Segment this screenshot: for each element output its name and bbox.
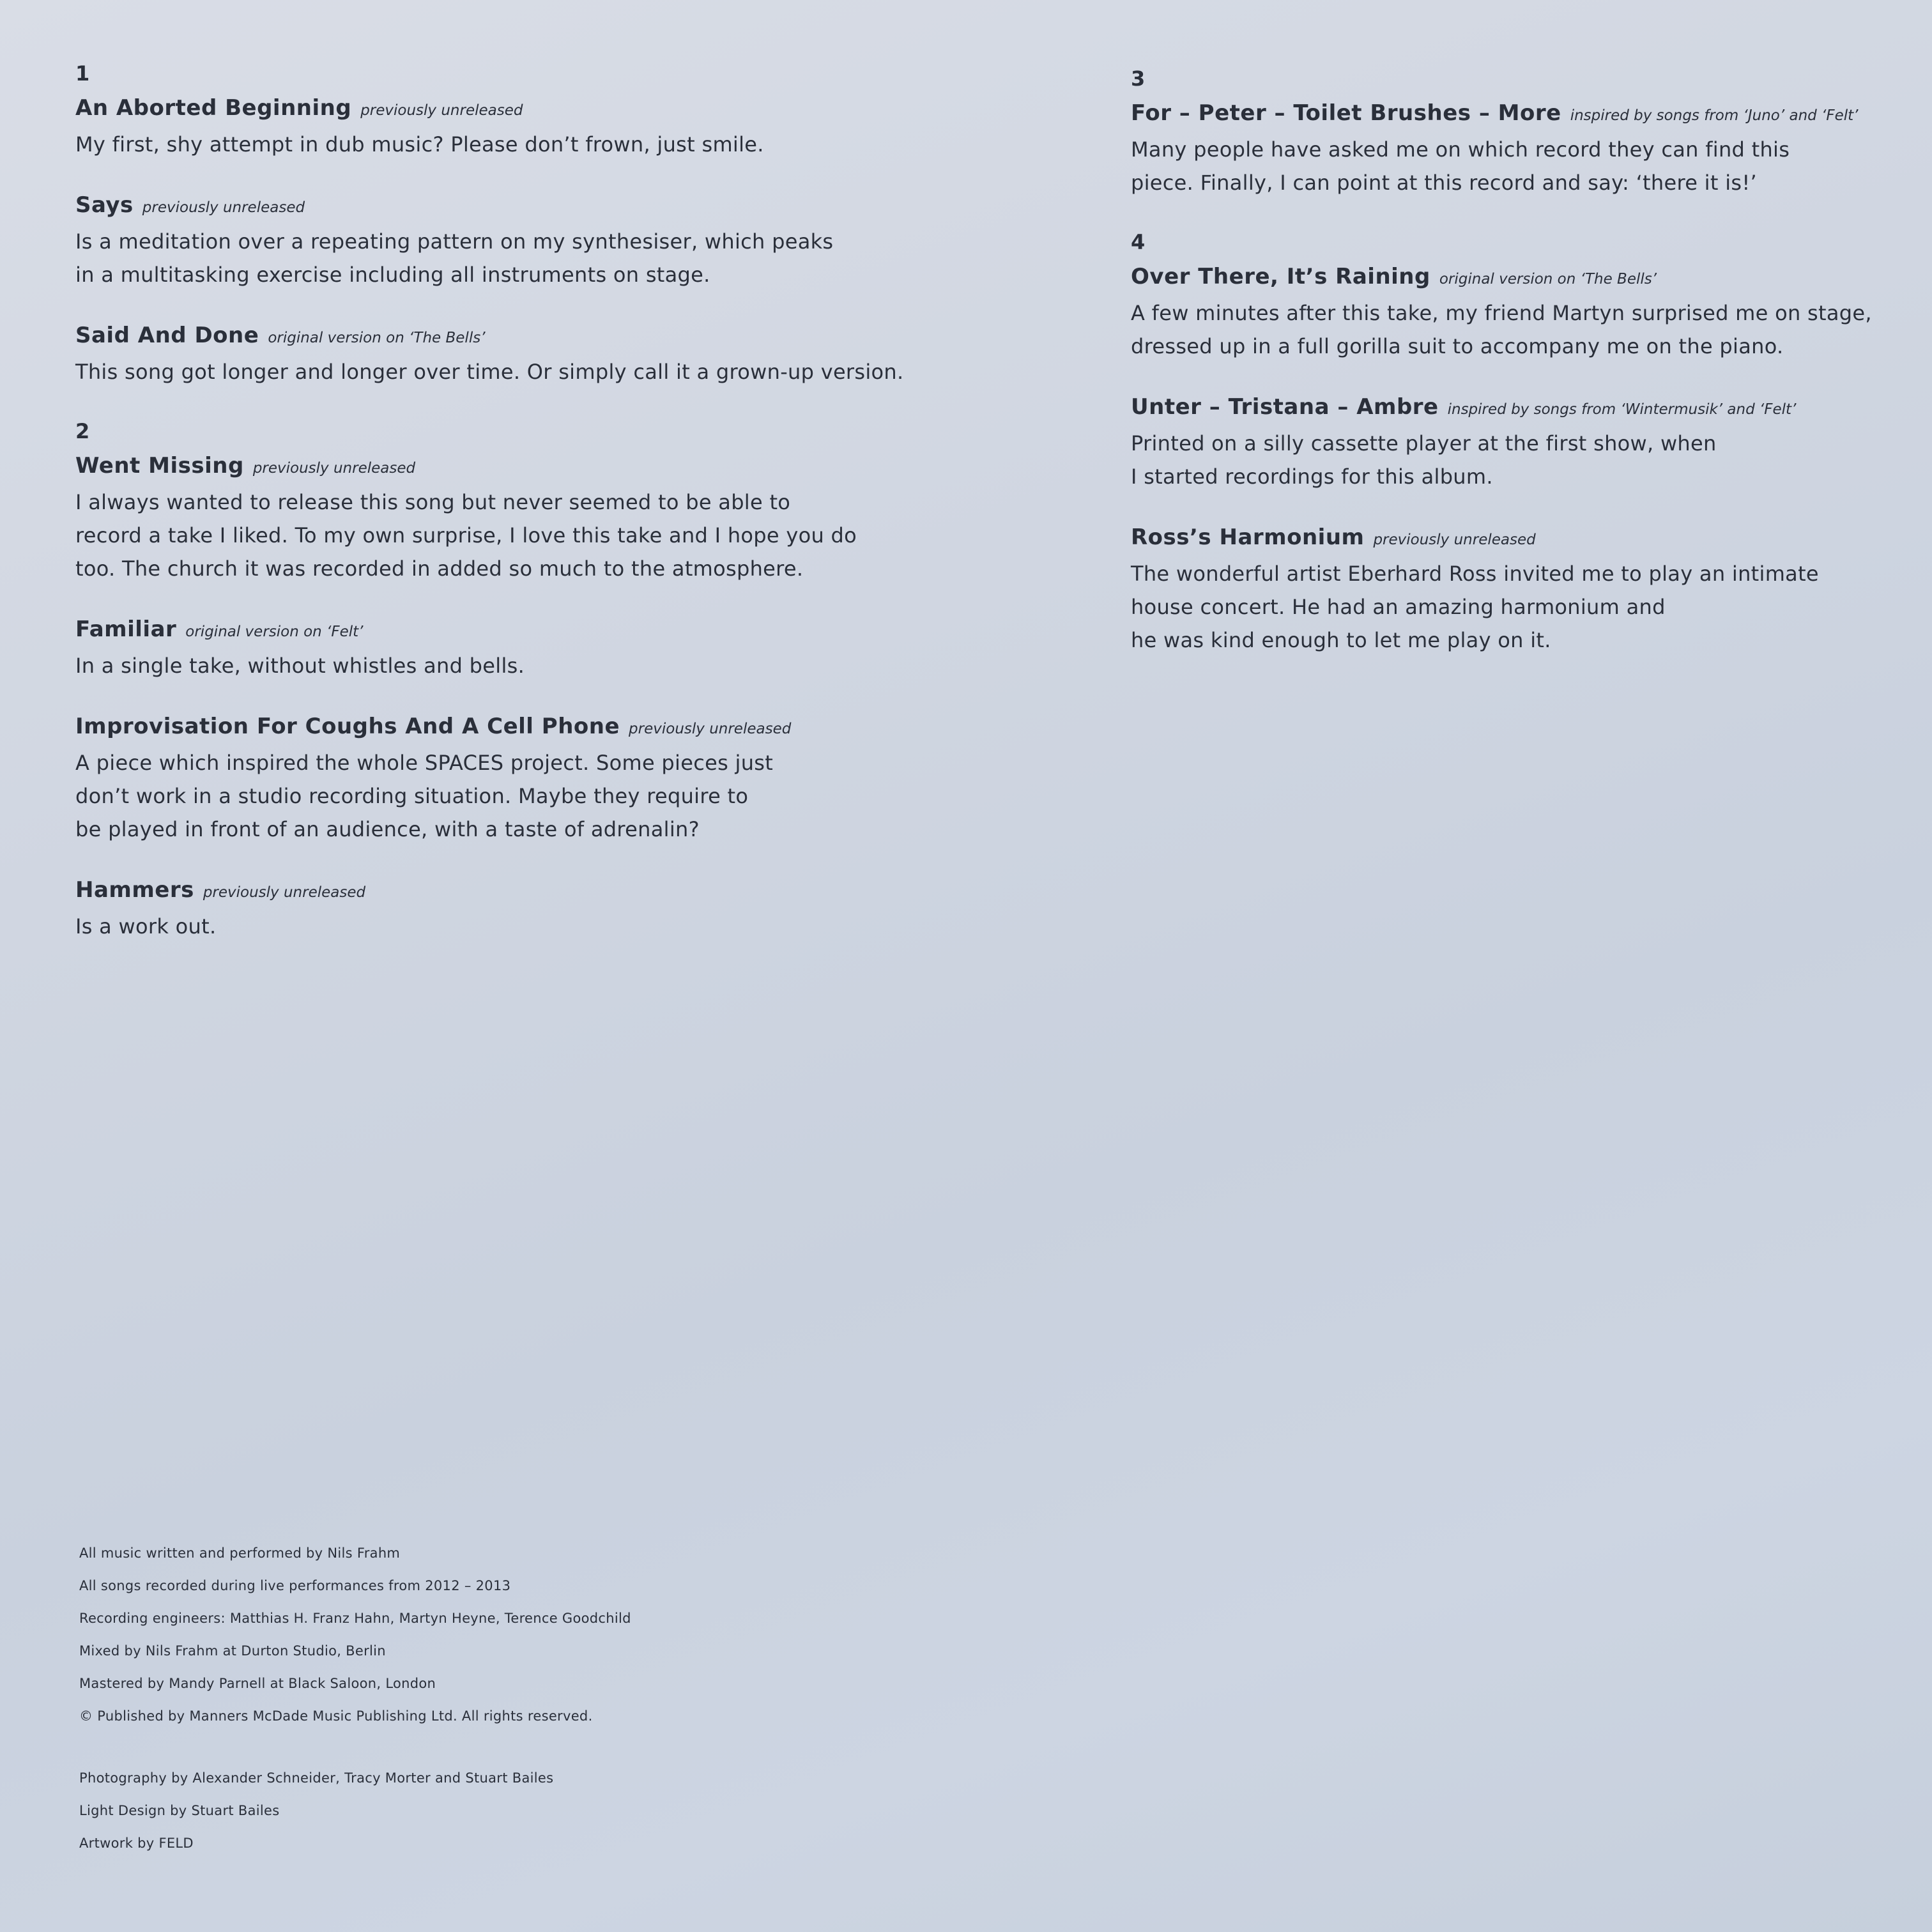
- track-an-aborted-beginning: [75, 92, 1034, 161]
- side-3: [1131, 64, 1897, 199]
- left-column: [75, 59, 1034, 971]
- side-number: 1: [75, 61, 90, 86]
- track-title: Said And Done: [75, 323, 259, 348]
- credit-line: Mastered by Mandy Parnell at Black Saloon, London: [79, 1676, 436, 1691]
- track-description: Printed on a silly cassette player at the first show, when I started recordings for this album.: [1131, 431, 1717, 489]
- side-number: 2: [75, 419, 90, 443]
- right-column: [1131, 64, 1897, 685]
- track-title: Over There, It’s Raining: [1131, 264, 1430, 289]
- credit-line: All songs recorded during live performances from 2012 – 2013: [79, 1578, 511, 1593]
- track-title: Hammers: [75, 877, 194, 903]
- track-rosss-harmonium: [1131, 521, 1897, 657]
- track-description: This song got longer and longer over time. Or simply call it a grown-up version.: [75, 360, 904, 384]
- credit-line: Photography by Alexander Schneider, Tracy Morter and Stuart Bailes: [79, 1770, 554, 1786]
- track-title: An Aborted Beginning: [75, 95, 352, 121]
- track-note: previously unreleased: [360, 102, 523, 119]
- track-description: My first, shy attempt in dub music? Please don’t frown, just smile.: [75, 132, 764, 157]
- side-2: [75, 417, 1034, 943]
- credit-line: Recording engineers: Matthias H. Franz Hahn, Martyn Heyne, Terence Goodchild: [79, 1611, 631, 1626]
- track-over-there-its-raining: [1131, 261, 1897, 363]
- track-description: In a single take, without whistles and bells.: [75, 654, 525, 678]
- track-note: original version on ‘The Bells’: [268, 330, 486, 346]
- track-said-and-done: [75, 319, 1034, 388]
- track-note: original version on ‘Felt’: [185, 624, 364, 640]
- side-number: 3: [1131, 66, 1146, 91]
- track-for-peter-toilet-brushes-more: [1131, 97, 1897, 199]
- credit-line: © Published by Manners McDade Music Publishing Ltd. All rights reserved.: [79, 1708, 593, 1724]
- track-title: Ross’s Harmonium: [1131, 525, 1365, 550]
- track-title: Unter – Tristana – Ambre: [1131, 394, 1439, 420]
- credit-line: Artwork by FELD: [79, 1836, 194, 1851]
- track-title: For – Peter – Toilet Brushes – More: [1131, 100, 1561, 126]
- credit-divider-space: [79, 1733, 846, 1762]
- track-note: inspired by songs from ‘Juno’ and ‘Felt’: [1570, 107, 1859, 124]
- side-number: 4: [1131, 230, 1146, 254]
- track-description: A few minutes after this take, my friend Martyn surprised me on stage, dressed up in a full gorilla suit to accompany me on the piano.: [1131, 301, 1872, 358]
- track-description: The wonderful artist Eberhard Ross invited me to play an intimate house concert. He had an amazing harmonium and he was kind enough to let me play on it.: [1131, 562, 1819, 652]
- track-title: Says: [75, 192, 134, 218]
- track-note: original version on ‘The Bells’: [1439, 271, 1657, 288]
- track-says: [75, 189, 1034, 291]
- credit-line: Mixed by Nils Frahm at Durton Studio, Berlin: [79, 1643, 386, 1659]
- track-title: Familiar: [75, 617, 177, 642]
- track-note: previously unreleased: [142, 199, 305, 216]
- track-description: Many people have asked me on which record they can find this piece. Finally, I can point at this record and say: ‘there it is!’: [1131, 137, 1790, 195]
- side-4: [1131, 227, 1897, 657]
- side-1: [75, 59, 1034, 388]
- track-familiar: [75, 613, 1034, 682]
- track-note: previously unreleased: [252, 460, 416, 477]
- track-title: Went Missing: [75, 453, 244, 479]
- track-description: I always wanted to release this song but never seemed to be able to record a take I liked. To my own surprise, I love this take and I hope you do too. The church it was recorded in added so much to the atmosphere.: [75, 490, 857, 581]
- track-note: previously unreleased: [203, 884, 366, 901]
- credits: [79, 1537, 846, 1860]
- track-description: Is a work out.: [75, 914, 217, 939]
- track-unter-tristana-ambre: [1131, 391, 1897, 493]
- track-note: previously unreleased: [629, 721, 792, 737]
- track-description: Is a meditation over a repeating pattern on my synthesiser, which peaks in a multitasking exercise including all instruments on stage.: [75, 229, 834, 287]
- credit-line: Light Design by Stuart Bailes: [79, 1803, 280, 1818]
- track-improvisation-for-coughs: [75, 710, 1034, 846]
- track-note: previously unreleased: [1373, 532, 1536, 548]
- track-title: Improvisation For Coughs And A Cell Phone: [75, 714, 620, 739]
- track-note: inspired by songs from ‘Wintermusik’ and ‘Felt’: [1447, 401, 1797, 418]
- track-description: A piece which inspired the whole SPACES project. Some pieces just don’t work in a studio recording situation. Maybe they require to be played in front of an audience, with a taste of adrenalin?: [75, 751, 774, 841]
- track-hammers: [75, 874, 1034, 943]
- credit-line: All music written and performed by Nils Frahm: [79, 1545, 401, 1561]
- track-went-missing: [75, 450, 1034, 585]
